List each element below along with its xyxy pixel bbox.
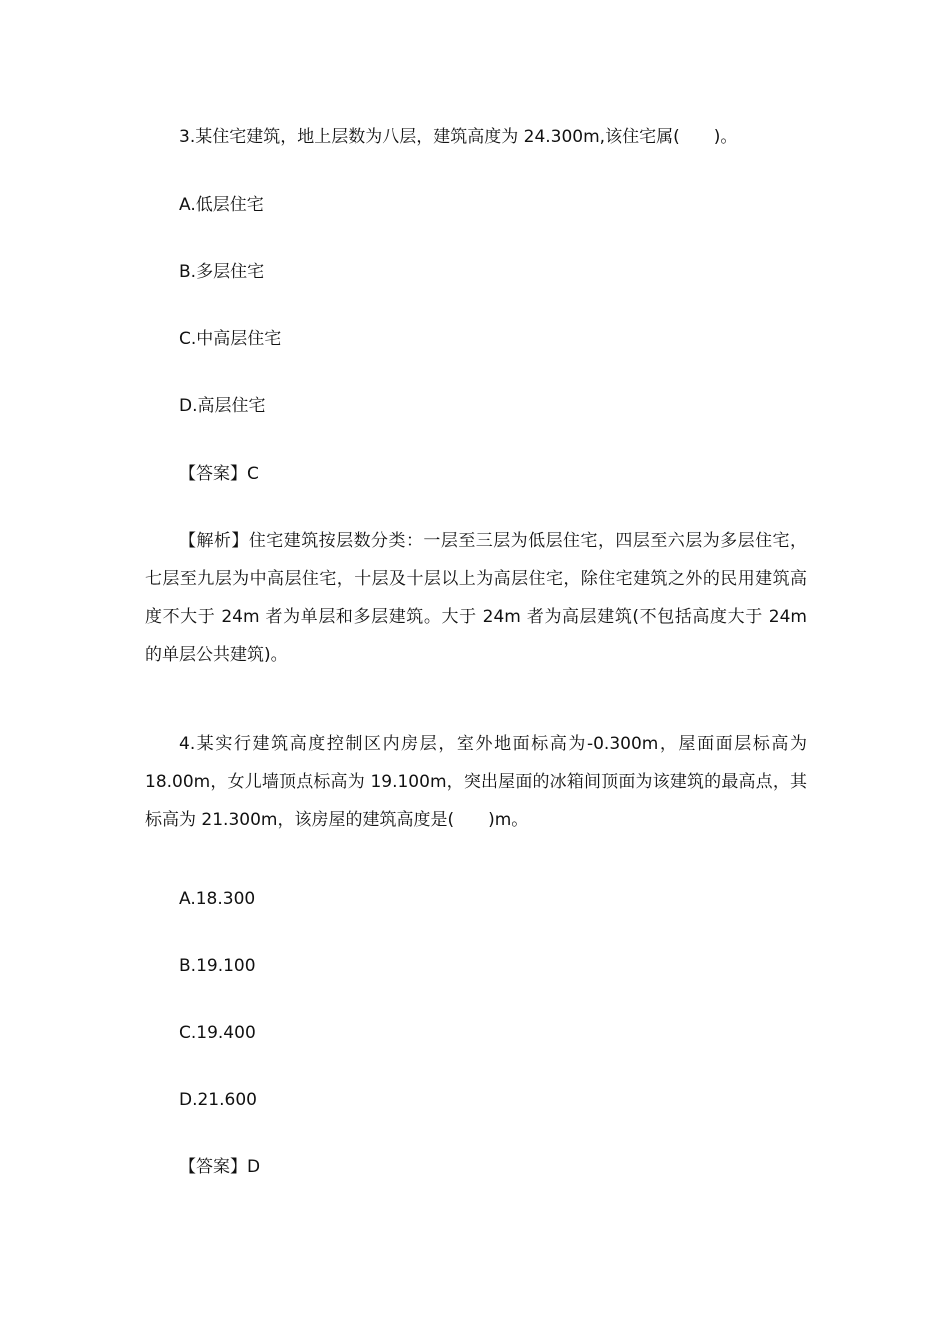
question-4-option-d: D.21.600 (179, 1090, 257, 1110)
question-4-stem: 4.某实行建筑高度控制区内房层，室外地面标高为-0.300m，屋面面层标高为 18.00m，女儿墙顶点标高为 19.100m，突出屋面的冰箱间顶面为该建筑的最高点，其标高为 21.300m，该房屋的建筑高度是( )m。 (145, 734, 807, 830)
question-3-option-d: D.高层住宅 (179, 396, 266, 416)
question-3-stem: 3.某住宅建筑，地上层数为八层，建筑高度为 24.300m,该住宅属( )。 (179, 127, 738, 147)
question-4-option-a: A.18.300 (179, 889, 256, 909)
question-3-option-b: B.多层住宅 (179, 262, 265, 282)
question-4-option-b: B.19.100 (179, 956, 256, 976)
question-3-answer: 【答案】C (179, 464, 259, 484)
question-4-option-c: C.19.400 (179, 1023, 256, 1043)
question-3-analysis: 【解析】住宅建筑按层数分类：一层至三层为低层住宅，四层至六层为多层住宅，七层至九层为中高层住宅，十层及十层以上为高层住宅，除住宅建筑之外的民用建筑高度不大于 24m 者为单层和多层建筑。大于 24m 者为高层建筑(不包括高度大于 24m 的单层公共建筑)。 (145, 531, 807, 665)
question-4-answer: 【答案】D (179, 1157, 261, 1177)
question-3-option-c: C.中高层住宅 (179, 329, 282, 349)
question-3-option-a: A.低层住宅 (179, 195, 264, 215)
